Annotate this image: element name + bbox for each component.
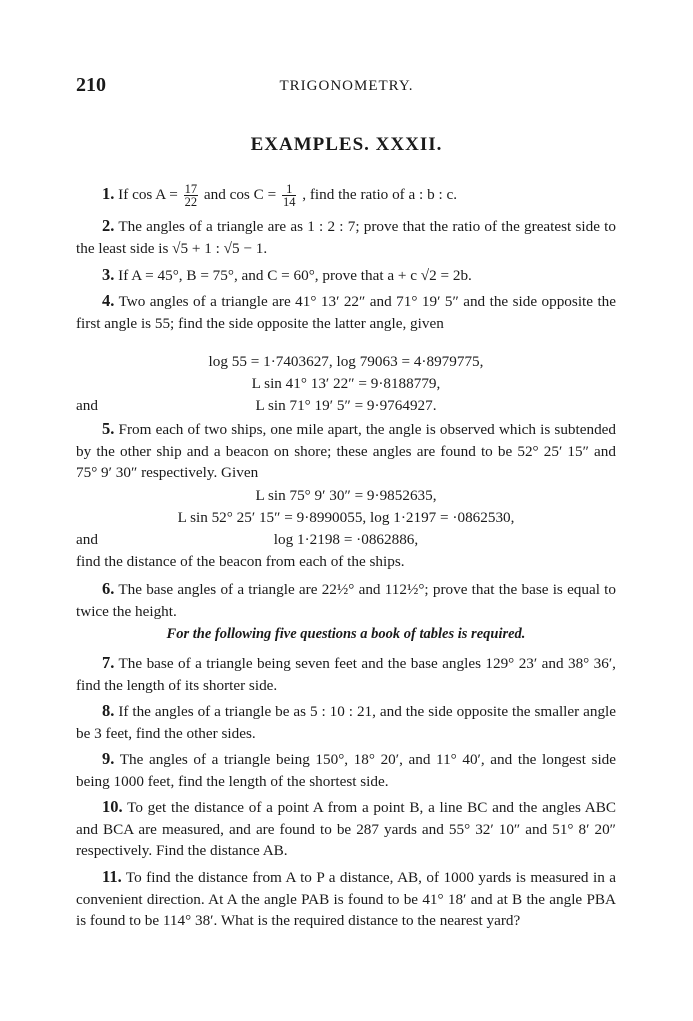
example-number: 3.: [102, 265, 115, 284]
example-number: 7.: [102, 653, 115, 672]
example-text: Two angles of a triangle are 41° 13′ 22″ and 71° 19′ 5″ and the side opposite the first angle is 55; find the side opposite the latter angle, given: [76, 293, 616, 332]
example-number: 10.: [102, 797, 123, 816]
example-5: [76, 418, 616, 484]
example-number: 8.: [102, 701, 115, 720]
given-value: L sin 71° 19′ 5″ = 9·9764927.: [255, 397, 437, 414]
example-8: [76, 700, 616, 744]
conjunction: and: [76, 531, 98, 548]
example-number: 2.: [102, 216, 115, 235]
running-title: TRIGONOMETRY.: [279, 78, 414, 94]
example-9: [76, 748, 616, 792]
denominator: 14: [282, 195, 296, 209]
example-text: The angles of a triangle are as 1 : 2 : 7; prove that the ratio of the greatest side to the least side is √5 + 1 : √5 − 1.: [76, 218, 616, 257]
example-1: [102, 183, 457, 208]
example-text: The base of a triangle being seven feet and the base angles 129° 23′ and 38° 36′, find the length of its shorter side.: [76, 655, 616, 694]
example-text: find the distance of the beacon from each of the ships.: [76, 553, 405, 570]
numerator: 1: [282, 183, 297, 196]
example-number: 11.: [102, 867, 122, 886]
example-text: The angles of a triangle being 150°, 18° 20′, and 11° 40′, and the longest side being 1000 feet, find the length of the shortest side.: [76, 751, 616, 790]
example-number: 4.: [102, 291, 115, 310]
example-text: To find the distance from A to P a distance, AB, of 1000 yards is measured in a convenient direction. At A the angle PAB is found to be 41° 18′ and at B the angle PBA is found to be 114° 38′. What is the required distance to the nearest yard?: [76, 869, 616, 929]
example-text: From each of two ships, one mile apart, the angle is observed which is subtended by the other ship and a beacon on shore; these angles are found to be 52° 25′ 15″ and 75° 9′ 30″ respectively. Given: [76, 421, 617, 481]
example-text: If the angles of a triangle be as 5 : 10 : 21, and the side opposite the smaller angle be 3 feet, find the other sides.: [76, 703, 617, 742]
example-text: If A = 45°, B = 75°, and C = 60°, prove that a + c √2 = 2b.: [118, 267, 472, 284]
example-number: 1.: [102, 183, 115, 203]
example-text: and cos C =: [203, 185, 277, 203]
example-11: [76, 866, 616, 932]
example-2: [76, 215, 616, 259]
example-text: The base angles of a triangle are 22½° and 112½°; prove that the base is equal to twice the height.: [76, 581, 617, 620]
example-4: [76, 290, 616, 334]
example-number: 9.: [102, 749, 115, 768]
example-10: [76, 796, 616, 862]
example-6: [76, 578, 616, 622]
fraction: [282, 183, 297, 208]
example-number: 5.: [102, 419, 115, 438]
fraction: [184, 183, 199, 208]
example-text: To get the distance of a point A from a point B, a line BC and the angles ABC and BCA are measured, and are found to be 287 yards and 55° 32′ 10″ and 51° 8′ 20″ respectively. Find the distance AB.: [76, 799, 617, 859]
example-text: If cos A =: [118, 185, 178, 203]
given-value: log 1·2198 = ·0862886,: [273, 531, 419, 548]
tables-note: For the following five questions a book of tables is required.: [166, 626, 526, 642]
denominator: 22: [184, 195, 198, 209]
given-value: L sin 41° 13′ 22″ = 9·8188779,: [251, 375, 441, 392]
conjunction: and: [76, 397, 98, 414]
given-value: L sin 52° 25′ 15″ = 9·8990055, log 1·2197 = ·0862530,: [177, 509, 515, 526]
example-text: , find the ratio of a : b : c.: [302, 185, 458, 203]
given-value: L sin 75° 9′ 30″ = 9·9852635,: [255, 487, 437, 504]
example-7: [76, 652, 616, 696]
given-value: log 55 = 1·7403627, log 79063 = 4·8979775,: [208, 353, 484, 370]
page-number: 210: [76, 74, 106, 96]
numerator: 17: [184, 182, 198, 196]
example-3: [76, 264, 616, 287]
section-heading: EXAMPLES. XXXII.: [250, 134, 443, 155]
example-number: 6.: [102, 579, 115, 598]
